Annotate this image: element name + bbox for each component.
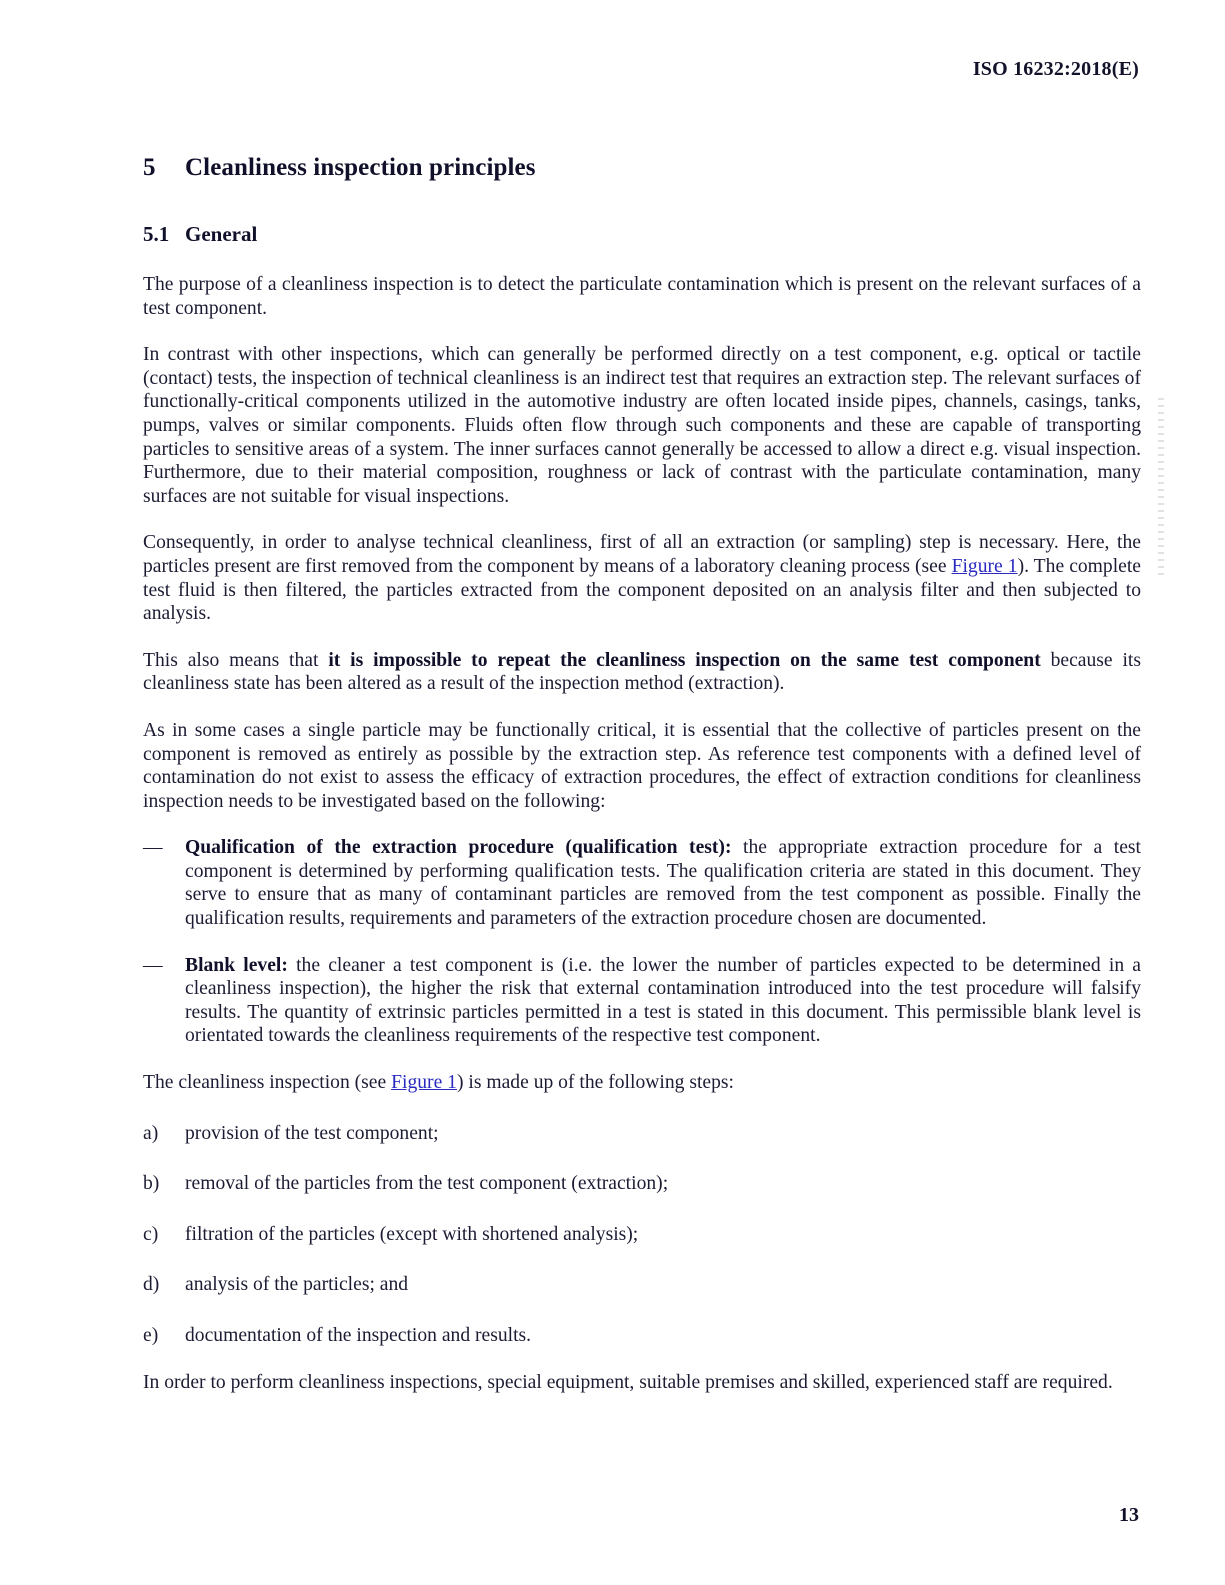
list-item-step-a [143,1122,1141,1146]
list-item-step-a-text: provision of the test component; [185,1122,439,1144]
figure-1-link[interactable]: Figure 1 [391,1072,457,1094]
list-item-qualification-body: the appropriate extraction procedure for a test component is determined by performing qualification tests. The qualification criteria are stated in this document. They serve to ensure that as many of contaminant particles are removed from the test component as possible. Finally the qualification results, requirements and parameters of the extraction procedure chosen are documented. [185,837,1141,930]
page-content [143,140,1141,1394]
list-item-step-d-text: analysis of the particles; and [185,1274,409,1296]
list-marker-a: a) [143,1122,159,1144]
list-marker-e: e) [143,1325,159,1346]
list-item-step-e [143,1324,1141,1348]
list-item-qualification [143,836,1141,930]
paragraph-collective-particles: As in some cases a single particle may be functionally critical, it is essential that the collective of particles present on the component is removed as entirely as possible by the extraction step. As reference test components with a defined level of contamination do not exist to assess the efficacy of extraction procedures, the effect of extraction conditions for cleanliness inspection needs to be investigated based on the following: [143,719,1141,812]
list-item-step-c-text: filtration of the particles (except with shortened analysis); [185,1223,639,1245]
subclause-heading [143,222,1141,247]
subclause-title: General [185,222,258,246]
paragraph-purpose: The purpose of a cleanliness inspection is to detect the particulate contamination which is present on the relevant surfaces of a test component. [143,274,1141,319]
list-item-blank-level-text [185,954,1141,1048]
list-item-blank-level-lead: Blank level: [185,954,288,976]
paragraph-steps-intro [143,1071,1141,1095]
clause-number: 5 [143,154,156,181]
paragraph-non-repeatable-tail: because its cleanliness state has been altered as a result of the inspection method (extraction). [143,649,1141,695]
paragraph-indirect-test: In contrast with other inspections, which can generally be performed directly on a test component, e.g. optical or tactile (contact) tests, the inspection of technical cleanliness is an indirect test that requires an extraction step. The relevant surfaces of functionally-critical components utilized in the automotive industry are often located inside pipes, channels, casings, tanks, pumps, valves or similar components. Fluids often flow through such components and these are capable of transporting particles to sensitive areas of a system. The inner surfaces cannot generally be accessed to allow a direct e.g. visual inspection. Furthermore, due to their material composition, roughness or lack of contrast with the particulate contamination, many surfaces are not suitable for visual inspections. [143,344,1141,507]
list-item-step-c [143,1223,1141,1247]
figure-1-link[interactable]: Figure 1 [951,555,1018,577]
paragraph-extraction-step-lead: Consequently, in order to analyse technical cleanliness, first of all an extraction (or sampling) step is necessary. Here, the particles present are first removed from the component by means of a laboratory cleaning process (see [143,532,1141,577]
list-marker-b: b) [143,1173,160,1195]
paragraph-extraction-step-tail: ). The complete test fluid is then filtered, the particles extracted from the component deposited on an analysis filter and then subjected to analysis. [143,555,1142,625]
paragraph-non-repeatable [143,649,1141,696]
list-item-blank-level [143,954,1141,1048]
list-item-step-b-text: removal of the particles from the test component (extraction); [185,1173,669,1195]
running-head-standard-ref: ISO 16232:2018(E) [972,58,1139,80]
subclause-number: 5.1 [143,222,170,246]
scan-artifact-margin-marks [1158,398,1164,578]
list-item-step-d [143,1273,1141,1297]
list-item-qualification-lead: Qualification of the extraction procedure (qualification test): [185,837,732,859]
dash-marker-icon: — [143,954,163,976]
dash-marker-icon: — [143,837,163,859]
clause-title: Cleanliness inspection principles [185,154,536,181]
list-marker-d: d) [143,1274,160,1296]
list-item-step-e-text: documentation of the inspection and results. [185,1325,532,1346]
paragraph-steps-intro-tail: ) is made up of the following steps: [456,1072,734,1094]
clause-heading [143,140,1141,182]
list-item-blank-level-body: the cleaner a test component is (i.e. the lower the number of particles expected to be determined in a cleanliness inspection), the higher the risk that external contamination introduced into the test procedure will falsify results. The quantity of extrinsic particles permitted in a test is stated in this document. This permissible blank level is orientated towards the cleanliness requirements of the respective test component. [185,954,1142,1047]
paragraph-steps-intro-lead: The cleanliness inspection (see [143,1072,392,1094]
paragraph-non-repeatable-lead: This also means that [143,649,329,671]
page-number: 13 [1119,1504,1139,1526]
list-item-step-b [143,1172,1141,1196]
list-marker-c: c) [143,1223,159,1245]
paragraph-requirements: In order to perform cleanliness inspections, special equipment, suitable premises and skilled, experienced staff are required. [143,1371,1113,1393]
paragraph-non-repeatable-emphasis: it is impossible to repeat the cleanliness inspection on the same test component [328,649,1041,671]
list-item-qualification-text [185,836,1141,930]
paragraph-extraction-step [143,531,1141,625]
